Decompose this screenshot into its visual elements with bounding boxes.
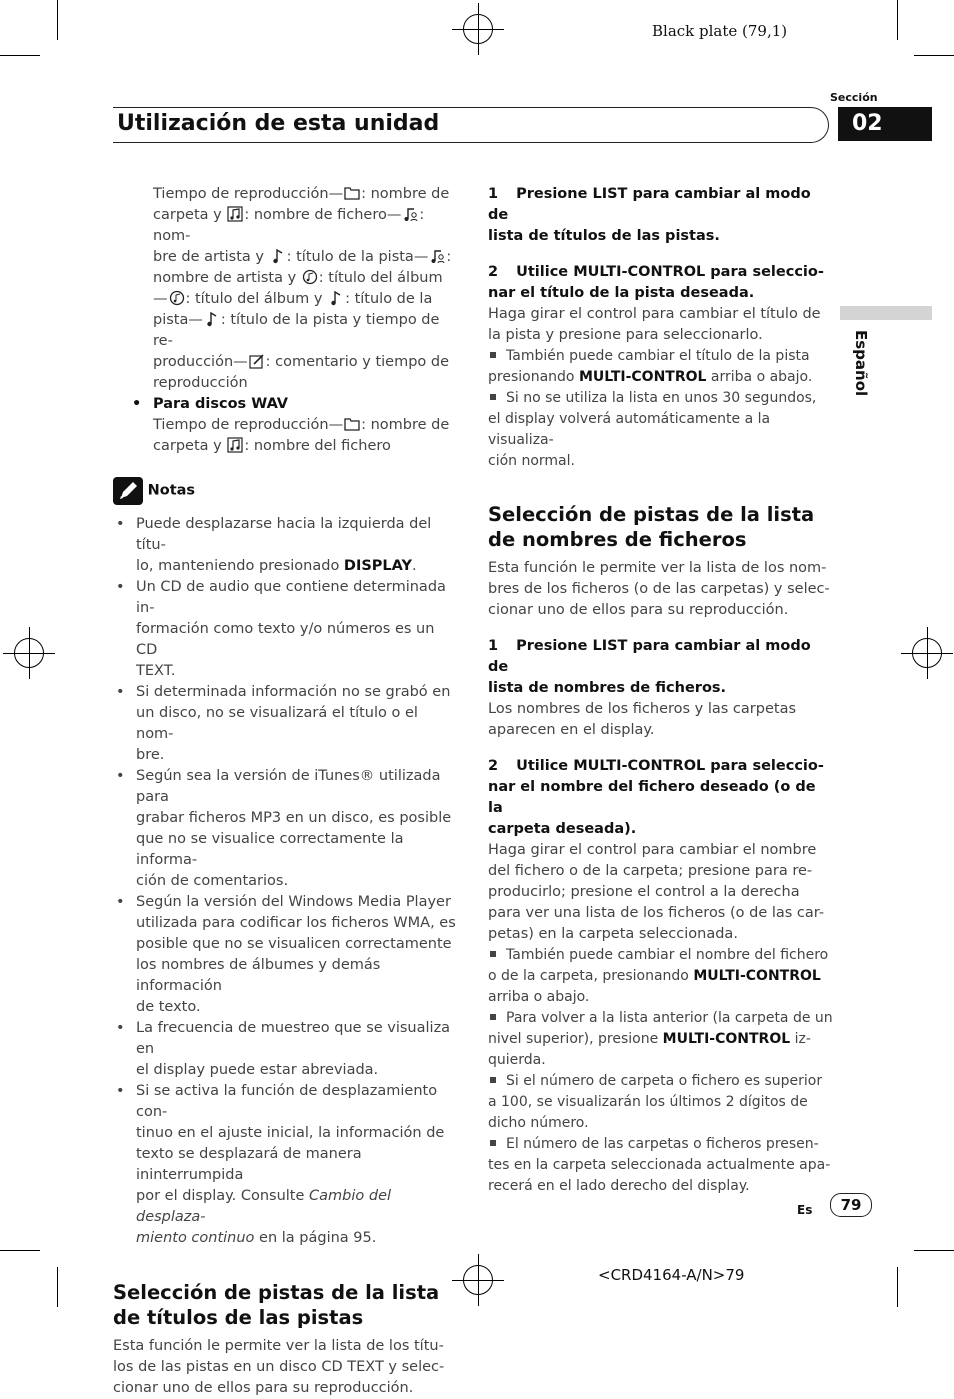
note-item: • Si se activa la función de desplazamiento con- tinuo en el ajuste inicial, la información de texto se desplazará de manera ininterrumpida por el display. Consulte Cambio del desplaza- miento continuo en la página 95.: [113, 1081, 458, 1249]
text: : nombre del fichero: [244, 438, 391, 454]
square-bullet-icon: [490, 394, 496, 400]
square-bullet-icon: [490, 951, 496, 957]
document-code: <CRD4164-A/N>79: [598, 1266, 745, 1284]
crop-mark: [0, 55, 40, 56]
text: —: [153, 291, 168, 307]
comment-icon: [249, 353, 265, 369]
left-column: [113, 184, 458, 1399]
step-heading: 1 Presione LIST para cambiar al modo de lista de títulos de las pistas.: [488, 186, 811, 244]
language-code: Es: [797, 1203, 813, 1217]
display-list: [113, 184, 458, 394]
tip: Para volver a la lista anterior (la carpeta de un nivel superior), presione MULTI-CONTROL iz- quierda.: [488, 1010, 833, 1068]
music-file-icon: [227, 437, 243, 453]
step-body: Los nombres de los ficheros y las carpetas aparecen en el display.: [488, 701, 797, 738]
text: nombre de artista y: [153, 270, 297, 286]
text: carpeta y: [153, 438, 222, 454]
text: : nombre de: [361, 417, 450, 433]
artist-icon: [429, 248, 445, 264]
step-heading: 2 Utilice MULTI-CONTROL para seleccio- nar el nombre del fichero deseado (o de la carpeta deseada).: [488, 758, 824, 837]
notes-header: [113, 477, 458, 509]
registration-mark: [912, 638, 942, 668]
text: carpeta y: [153, 207, 222, 223]
note-item: • Según sea la versión de iTunes® utilizada para grabar ficheros MP3 en un disco, es posible que no se visualice correctamente la informa- ción de comentarios.: [113, 766, 458, 892]
section-heading: Selección de pistas de la lista de títulos de las pistas: [113, 1281, 440, 1329]
notes-icon: [113, 477, 143, 505]
text: : nombre de: [361, 186, 450, 202]
artist-icon: [402, 206, 418, 222]
track-icon: [270, 248, 286, 264]
text: : título del álbum: [318, 270, 443, 286]
crop-mark: [0, 1250, 40, 1251]
crop-mark: [914, 1250, 954, 1251]
registration-mark: [463, 14, 493, 44]
text: : título de la: [345, 291, 433, 307]
album-icon: [169, 290, 185, 306]
note-item: • Si determinada información no se grabó en un disco, no se visualizará el título o el nom- bre.: [113, 682, 458, 766]
music-file-icon: [227, 206, 243, 222]
folder-icon: [344, 416, 360, 432]
step-heading: 2 Utilice MULTI-CONTROL para seleccio- nar el título de la pista deseada.: [488, 264, 824, 301]
tip: Si no se utiliza la lista en unos 30 segundos, el display volverá automáticamente a la visualiza- ción normal.: [488, 390, 817, 469]
wav-heading: • Para discos WAV: [132, 396, 289, 412]
text: pista—: [153, 312, 203, 328]
crop-mark: [914, 55, 954, 56]
tip: Si el número de carpeta o fichero es superior a 100, se visualizarán los últimos 2 dígitos de dicho número.: [488, 1073, 823, 1131]
notes-list: [113, 514, 458, 1249]
track-icon: [328, 290, 344, 306]
tip: También puede cambiar el título de la pista presionando MULTI-CONTROL arriba o abajo.: [488, 348, 813, 385]
section-body: Esta función le permite ver la lista de los nom- bres de los ficheros (o de las carpetas) y selec- cionar uno de ellos para su reproducción.: [488, 560, 830, 618]
text: : título de la pista—: [286, 249, 429, 265]
step-heading: 1 Presione LIST para cambiar al modo de lista de nombres de ficheros.: [488, 638, 811, 696]
track-icon: [204, 311, 220, 327]
note-item: • Puede desplazarse hacia la izquierda del títu- lo, manteniendo presionado DISPLAY.: [113, 514, 458, 577]
square-bullet-icon: [490, 352, 496, 358]
crop-mark: [897, 1267, 898, 1307]
album-icon: [302, 269, 318, 285]
text: : título del álbum y: [185, 291, 323, 307]
text: bre de artista y: [153, 249, 264, 265]
page-number: 79: [830, 1193, 872, 1217]
note-item: • La frecuencia de muestreo que se visualiza en el display puede estar abreviada.: [113, 1018, 458, 1081]
square-bullet-icon: [490, 1077, 496, 1083]
text: Tiempo de reproducción—: [153, 417, 344, 433]
right-column: [488, 184, 833, 1197]
text: Tiempo de reproducción—: [153, 186, 344, 202]
folder-icon: [344, 185, 360, 201]
text: reproducción: [153, 375, 248, 391]
section-body: Esta función le permite ver la lista de los títu- los de las pistas en un disco CD TEXT y selec- cionar uno de ellos para su reproducción.: [113, 1338, 445, 1396]
crop-mark: [57, 1267, 58, 1307]
square-bullet-icon: [490, 1014, 496, 1020]
text: : título de la pista y tiempo de re-: [153, 312, 440, 349]
wav-display-list: [113, 415, 458, 457]
crop-mark: [57, 0, 58, 40]
step-body: Haga girar el control para cambiar el título de la pista y presione para seleccionarlo.: [488, 306, 821, 343]
section-label: Sección: [830, 91, 878, 104]
tip: El número de las carpetas o ficheros presen- tes en la carpeta seleccionada actualmente apa- recerá en el lado derecho del display.: [488, 1136, 831, 1194]
square-bullet-icon: [490, 1140, 496, 1146]
crop-mark: [897, 0, 898, 40]
step-body: Haga girar el control para cambiar el nombre del fichero o de la carpeta; presione para re- producirlo; presione el control a la derecha para ver una lista de los ficheros (o de las car- petas) en la carpeta seleccionada.: [488, 842, 825, 942]
plate-label: Black plate (79,1): [652, 22, 788, 40]
language-tab: Español: [852, 330, 870, 397]
notes-title: Notas: [147, 482, 196, 499]
text: Para discos WAV: [153, 396, 289, 412]
note-item: • Según la versión del Windows Media Player utilizada para codificar los ficheros WMA, es posible que no se visualicen correctamente los nombres de álbumes y demás información de texto.: [113, 892, 458, 1018]
tip: También puede cambiar el nombre del fichero o de la carpeta, presionando MULTI-CONTROL arriba o abajo.: [488, 947, 829, 1005]
section-heading: Selección de pistas de la lista de nombres de ficheros: [488, 503, 815, 551]
text: : nom-: [153, 207, 425, 244]
text: : comentario y tiempo de: [265, 354, 450, 370]
language-tab-bar: [840, 306, 932, 320]
note-item: • Un CD de audio que contiene determinada in- formación como texto y/o números es un CD TEXT.: [113, 577, 458, 682]
header-bar: [113, 107, 829, 143]
text: : nombre de fichero—: [244, 207, 402, 223]
registration-mark: [463, 1265, 493, 1295]
page-title: Utilización de esta unidad: [117, 111, 440, 136]
section-number-badge: 02: [838, 107, 932, 141]
text: producción—: [153, 354, 248, 370]
registration-mark: [14, 638, 44, 668]
text: :: [446, 249, 452, 265]
